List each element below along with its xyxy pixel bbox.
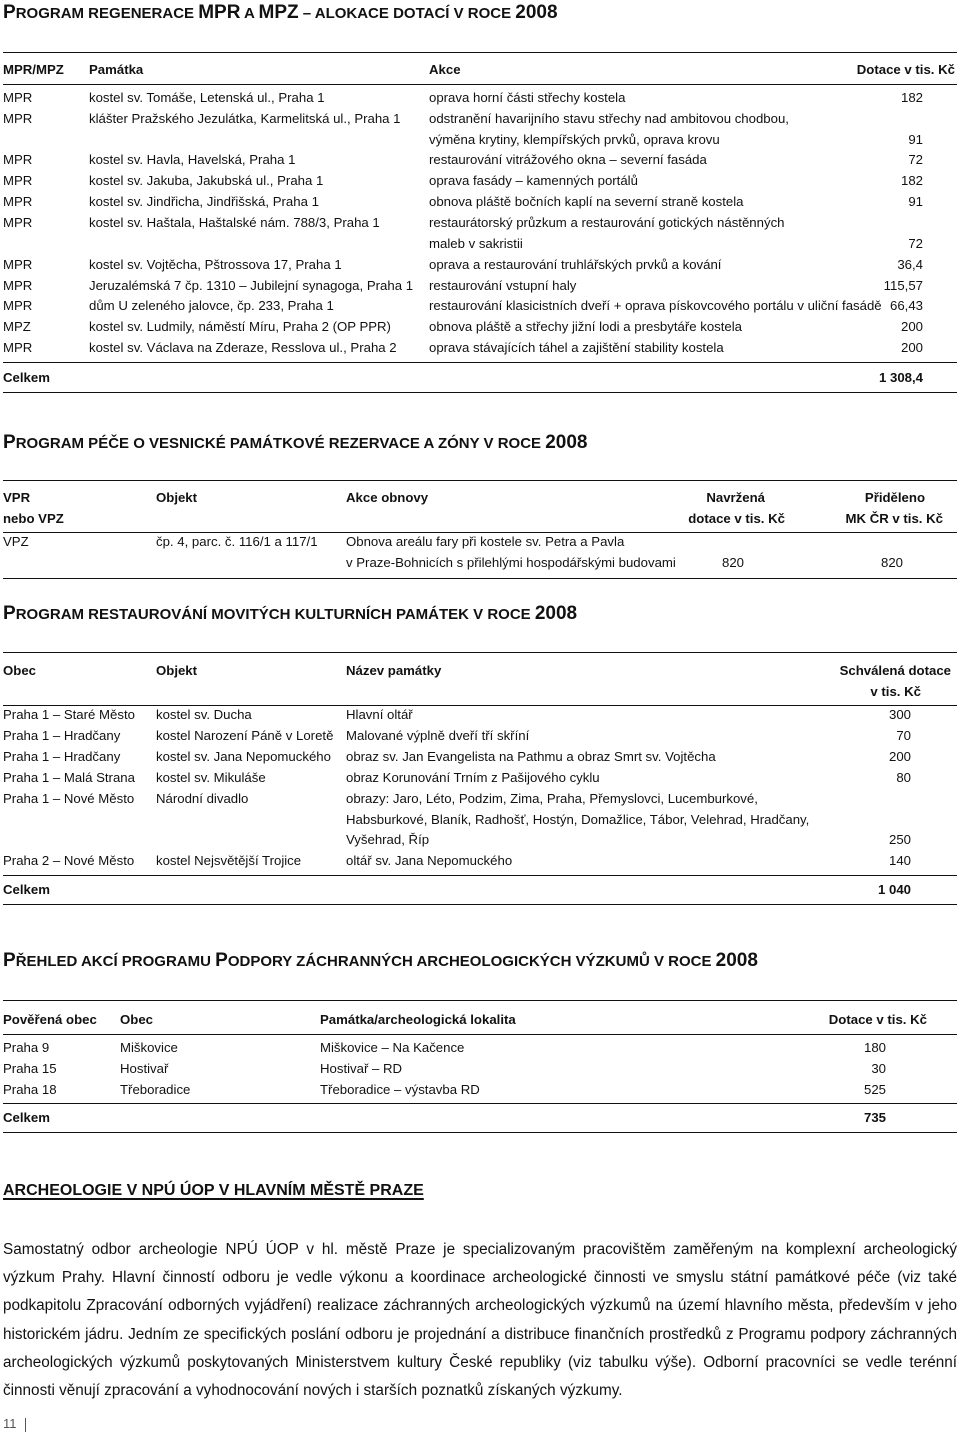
table-cell: Praha 1 – Nové Město [3, 791, 135, 806]
table-header: v tis. Kč [870, 684, 921, 699]
table-cell: kostel sv. Jindřicha, Jindřišská, Praha 1 [89, 194, 319, 209]
table-header: Objekt [156, 490, 198, 505]
table-header: Dotace v tis. Kč [828, 1012, 927, 1027]
table-cell-amount: 820 [721, 555, 744, 570]
table-cell: kostel sv. Václava na Zderaze, Resslova ul., Praha 2 [89, 340, 397, 355]
table-rule [3, 1034, 957, 1035]
table-cell-amount: 66,43 [889, 298, 923, 313]
table-cell: kostel sv. Haštala, Haštalské nám. 788/3, Praha 1 [89, 215, 380, 230]
total-label: Celkem [3, 1110, 50, 1125]
table-cell: MPR [3, 111, 33, 126]
table-cell: MPR [3, 340, 33, 355]
table-cell-amount: 820 [880, 555, 903, 570]
table-cell: kostel Nejsvětější Trojice [156, 853, 302, 868]
paragraph-text: Samostatný odbor archeologie NPÚ ÚOP v hl. městě Praze je specializovaným pracovištěm zaměřeným na komplexní archeologický výzkum Prahy. Hlavní činností odboru je vedle výkonu a koordinace archeologické činnosti ve smyslu státní památkové péče (viz také podkapitolu Zpracování odborných vyjádření) realizace záchranných archeologických výzkumů na území hlavního města, především v jeho historickém jádru. Jedním ze specifických poslání odboru je projednání a distribuce finančních prostředků z Programu podpory záchranných archeologických výzkumů poskytovaných Ministerstvem kultury České republiky (viz tabulku výše). Odborní pracovníci se vedle terénní činnosti věnují zpracování a vyhodnocování nových i starších poznatků získaných výzkumy. [3, 1241, 957, 1400]
table-header: Schválená dotace [839, 663, 951, 678]
table-rule [3, 52, 957, 53]
table-cell: restaurování klasicistních dveří + oprava pískovcového portálu v uliční fasádě [429, 298, 882, 313]
table-cell: výměna krytiny, klempířských prvků, oprava krovu [429, 132, 720, 147]
table-cell: MPR [3, 173, 33, 188]
table-header: nebo VPZ [3, 511, 64, 526]
mpr-mpz-table [3, 52, 957, 392]
table-cell-amount: 36,4 [897, 257, 923, 272]
table-cell: Hostivař [120, 1061, 169, 1076]
table-cell: MPR [3, 194, 33, 209]
table-cell-amount: 80 [896, 770, 911, 785]
table-rule [3, 1103, 957, 1104]
table-cell: kostel sv. Tomáše, Letenská ul., Praha 1 [89, 90, 325, 105]
table-cell-amount: 200 [900, 340, 923, 355]
table-cell: MPZ [3, 319, 31, 334]
table-header: Akce [429, 62, 461, 77]
total-label: Celkem [3, 370, 50, 385]
table-cell: Praha 15 [3, 1061, 57, 1076]
table-cell-amount: 70 [896, 728, 911, 743]
table-cell: maleb v sakristii [429, 236, 523, 251]
table-cell: Praha 1 – Staré Město [3, 707, 135, 722]
table-cell: MPR [3, 215, 33, 230]
table-header: Obec [120, 1012, 153, 1027]
table-cell: Národní divadlo [156, 791, 249, 806]
table-cell: obrazy: Jaro, Léto, Podzim, Zima, Praha, Přemyslovci, Lucemburkové, [346, 791, 758, 806]
table-header: Objekt [156, 663, 198, 678]
table-cell-amount: 72 [908, 236, 923, 251]
total-value: 1 040 [877, 882, 911, 897]
table-cell: kostel sv. Vojtěcha, Pštrossova 17, Praha 1 [89, 257, 342, 272]
table-cell: obnova pláště a střechy jižní lodi a presbytáře kostela [429, 319, 743, 334]
table-cell-amount: 91 [908, 132, 923, 147]
table-rule [3, 904, 957, 905]
table-cell: čp. 4, parc. č. 116/1 a 117/1 [156, 534, 318, 549]
page-number-text: 11 [3, 1416, 17, 1431]
table-cell: restaurátorský průzkum a restaurování gotických nástěnných [429, 215, 785, 230]
table-cell: Třeboradice [120, 1082, 191, 1097]
table-cell: Praha 18 [3, 1082, 57, 1097]
table-cell: Hostivař – RD [320, 1061, 403, 1076]
table-cell-amount: 200 [888, 749, 911, 764]
table-cell: Praha 2 – Nové Město [3, 853, 135, 868]
total-value: 1 308,4 [879, 370, 923, 385]
table-cell: Vyšehrad, Říp [346, 832, 430, 847]
table-header: Obec [3, 663, 36, 678]
table-header: MK ČR v tis. Kč [845, 511, 943, 526]
table-cell: klášter Pražského Jezulátka, Karmelitská ul., Praha 1 [89, 111, 401, 126]
table-cell: v Praze-Bohnicích s přilehlými hospodářskými budovami [346, 555, 676, 570]
table-header: Přiděleno [864, 490, 925, 505]
table-cell-amount: 115,57 [883, 278, 923, 293]
table-header: Dotace v tis. Kč [856, 62, 955, 77]
table-cell: oprava stávajících táhel a zajištění stability kostela [429, 340, 724, 355]
table-cell: obnova pláště bočních kaplí na severní straně kostela [429, 194, 744, 209]
page-number [3, 1416, 26, 1432]
table-rule [3, 392, 957, 393]
table-cell-amount: 182 [900, 90, 923, 105]
table-cell: kostel sv. Jakuba, Jakubská ul., Praha 1 [89, 173, 324, 188]
table-header: Památka [89, 62, 144, 77]
table-header: MPR/MPZ [3, 62, 64, 77]
table-cell: Praha 9 [3, 1040, 50, 1055]
table-cell: MPR [3, 298, 33, 313]
total-label: Celkem [3, 882, 50, 897]
table-rule [3, 532, 957, 533]
archeologie-paragraph [3, 1236, 957, 1405]
table-cell: odstranění havarijního stavu střechy nad ambitovou chodbou, [429, 111, 789, 126]
table-cell: Praha 1 – Hradčany [3, 749, 121, 764]
table-cell: Praha 1 – Malá Strana [3, 770, 135, 785]
table-cell: oprava a restaurování truhlářských prvků a kování [429, 257, 722, 272]
table-cell: Praha 1 – Hradčany [3, 728, 121, 743]
table-rule [3, 480, 957, 481]
table-cell-amount: 91 [908, 194, 923, 209]
table-rule [3, 705, 957, 706]
table-header: dotace v tis. Kč [688, 511, 785, 526]
table-cell: kostel sv. Ludmily, náměstí Míru, Praha 2 (OP PPR) [89, 319, 391, 334]
table-header: VPR [3, 490, 31, 505]
table-cell: Třeboradice – výstavba RD [320, 1082, 480, 1097]
table-cell: kostel Narození Páně v Loretě [156, 728, 334, 743]
table-header: Pověřená obec [3, 1012, 97, 1027]
table-cell-amount: 200 [900, 319, 923, 334]
archeologicke-vyzkumy-table [3, 1000, 957, 1140]
table-cell: Jeruzalémská 7 čp. 1310 – Jubilejní synagoga, Praha 1 [89, 278, 414, 293]
table-rule [3, 652, 957, 653]
section-4-title: PŘEHLED AKCÍ PROGRAMU PODPORY ZÁCHRANNÝCH ARCHEOLOGICKÝCH VÝZKUMŮ V ROCE 2008 [3, 950, 758, 971]
table-cell: MPR [3, 257, 33, 272]
section-2-title: PROGRAM PÉČE O VESNICKÉ PAMÁTKOVÉ REZERVACE A ZÓNY V ROCE 2008 [3, 432, 588, 453]
section-5-title: ARCHEOLOGIE V NPÚ ÚOP V HLAVNÍM MĚSTĚ PRAZE [3, 1182, 424, 1199]
table-cell: oltář sv. Jana Nepomuckého [346, 853, 513, 868]
table-cell: Obnova areálu fary při kostele sv. Petra a Pavla [346, 534, 625, 549]
table-rule [3, 84, 957, 85]
table-cell: kostel sv. Jana Nepomuckého [156, 749, 331, 764]
table-cell: kostel sv. Mikuláše [156, 770, 266, 785]
table-cell-amount: 300 [888, 707, 911, 722]
movite-pamatky-table [3, 652, 957, 910]
table-cell: Hlavní oltář [346, 707, 413, 722]
table-cell: MPR [3, 278, 33, 293]
table-rule [3, 578, 957, 579]
table-cell: Miškovice – Na Kačence [320, 1040, 465, 1055]
table-cell: Miškovice [120, 1040, 178, 1055]
total-value: 735 [863, 1110, 886, 1125]
table-cell-amount: 72 [908, 152, 923, 167]
table-rule [3, 875, 957, 876]
table-cell: kostel sv. Havla, Havelská, Praha 1 [89, 152, 296, 167]
table-header: Památka/archeologická lokalita [320, 1012, 516, 1027]
table-cell: VPZ [3, 534, 29, 549]
table-cell: kostel sv. Ducha [156, 707, 252, 722]
table-cell: oprava horní části střechy kostela [429, 90, 626, 105]
table-cell: Habsburkové, Blaník, Radhošť, Hostýn, Domažlice, Tábor, Velehrad, Hradčany, [346, 812, 810, 827]
table-cell: dům U zeleného jalovce, čp. 233, Praha 1 [89, 298, 334, 313]
section-3-title: PROGRAM RESTAUROVÁNÍ MOVITÝCH KULTURNÍCH PAMÁTEK V ROCE 2008 [3, 603, 578, 624]
table-cell-amount: 180 [863, 1040, 886, 1055]
table-cell: MPR [3, 90, 33, 105]
table-cell: oprava fasády – kamenných portálů [429, 173, 638, 188]
table-header: Akce obnovy [346, 490, 429, 505]
table-cell-amount: 182 [900, 173, 923, 188]
table-cell: obraz sv. Jan Evangelista na Pathmu a obraz Smrt sv. Vojtěcha [346, 749, 716, 764]
table-rule [3, 1000, 957, 1001]
vesnicke-rezervace-table [3, 480, 957, 580]
table-rule [3, 1132, 957, 1133]
table-cell-amount: 250 [888, 832, 911, 847]
table-cell: MPR [3, 152, 33, 167]
table-header: Název památky [346, 663, 442, 678]
section-1-title: PROGRAM REGENERACE MPR A MPZ – ALOKACE DOTACÍ V ROCE 2008 [3, 2, 558, 23]
table-cell: obraz Korunování Trním z Pašijového cyklu [346, 770, 600, 785]
table-cell-amount: 140 [888, 853, 911, 868]
table-cell: restaurování vstupní haly [429, 278, 577, 293]
table-rule [3, 362, 957, 363]
table-header: Navržená [706, 490, 765, 505]
table-cell-amount: 30 [871, 1061, 886, 1076]
table-cell: restaurování vitrážového okna – severní fasáda [429, 152, 707, 167]
page-number-bar [25, 1418, 26, 1432]
table-cell-amount: 525 [863, 1082, 886, 1097]
table-cell: Malované výplně dveří tří skříní [346, 728, 530, 743]
